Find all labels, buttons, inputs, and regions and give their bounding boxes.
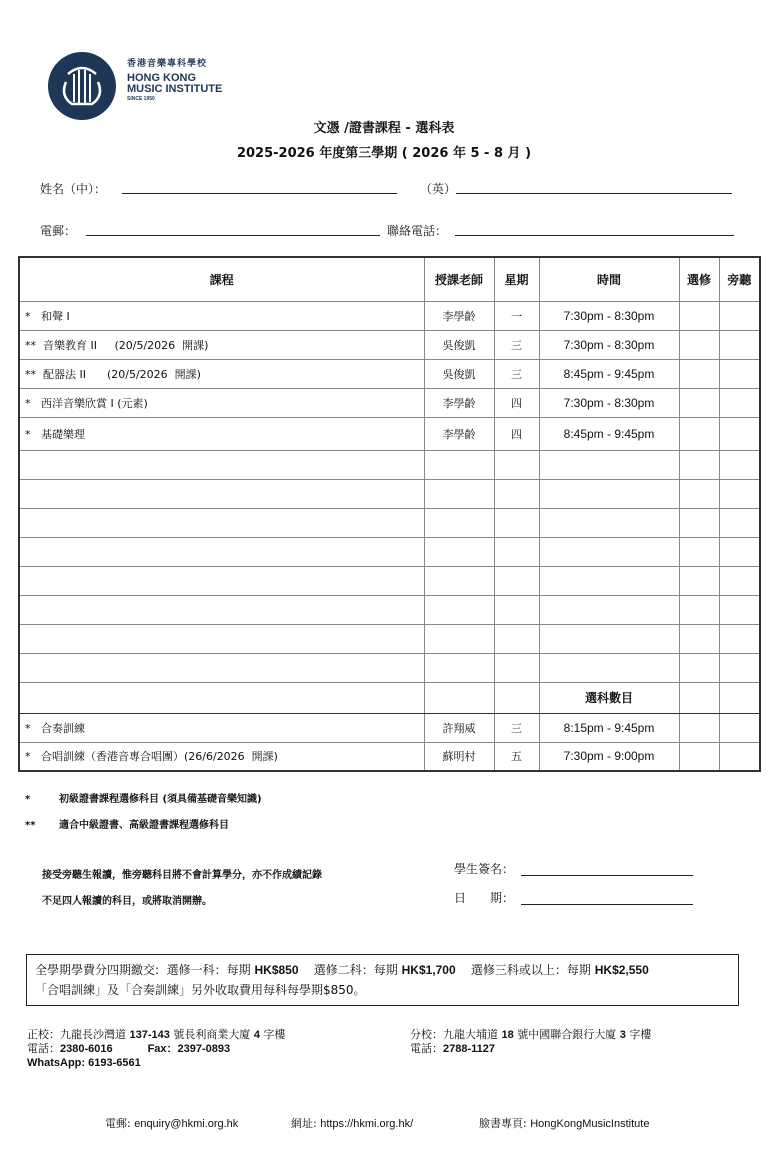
facebook-label: 臉書專頁: (479, 1117, 531, 1130)
audit-checkbox[interactable] (719, 713, 760, 742)
fee-line-2: 「合唱訓練」及「合奏訓練」另外收取費用每科每學期$850。 (35, 983, 366, 997)
elective-checkbox[interactable] (679, 417, 719, 450)
elective-checkbox[interactable] (679, 742, 719, 771)
empty-row (19, 595, 760, 624)
header-teacher: 授課老師 (424, 257, 494, 301)
audit-checkbox[interactable] (719, 450, 760, 479)
empty-row (19, 537, 760, 566)
header-elective: 選修 (679, 257, 719, 301)
address-floor: 3 (619, 1029, 626, 1041)
fax-label: Fax： (147, 1043, 178, 1055)
form-subtitle: 2025-2026 年度第三學期 ( 2026 年 5 - 8 月 ) (236, 146, 532, 161)
logo-text (127, 60, 222, 102)
elective-checkbox[interactable] (679, 624, 719, 653)
website-label: 網址: (291, 1117, 321, 1130)
time: 7:30pm - 8:30pm (539, 388, 679, 417)
header-course: 課程 (19, 257, 424, 301)
address-number: 137-143 (129, 1029, 170, 1041)
note-text: 適合中級證書、高級證書課程選修科目 (59, 820, 229, 831)
footer-website (291, 1115, 413, 1131)
audit-checkbox[interactable] (719, 301, 760, 330)
elective-checkbox[interactable] (679, 388, 719, 417)
elective-checkbox[interactable] (679, 595, 719, 624)
name-cn-field[interactable] (122, 193, 397, 194)
count-label: 選科數目 (539, 682, 679, 713)
facebook-link[interactable]: HongKongMusicInstitute (530, 1118, 650, 1130)
audit-checkbox[interactable] (719, 330, 760, 359)
elective-checkbox[interactable] (679, 330, 719, 359)
fee-box (26, 954, 739, 1006)
course-name: * 和聲 I (19, 301, 424, 330)
elective-count-field[interactable] (679, 682, 719, 713)
course-name: * 合唱訓練（香港音專合唱團）(26/6/2026 開課) (19, 742, 424, 771)
remark-audit: 接受旁聽生報讀，惟旁聽科目將不會計算學分，亦不作成績記錄 (42, 870, 322, 881)
empty-row (19, 653, 760, 682)
email-label: 電郵: (105, 1117, 135, 1130)
website-link[interactable]: https://hkmi.org.hk/ (320, 1118, 414, 1130)
empty-row (19, 624, 760, 653)
empty-row (19, 508, 760, 537)
day: 三 (494, 330, 539, 359)
course-name: * 基礎樂理 (19, 417, 424, 450)
remark-cancel: 不足四人報讀的科目，或將取消開辦。 (42, 896, 212, 907)
name-en-field[interactable] (456, 193, 732, 194)
audit-checkbox[interactable] (719, 508, 760, 537)
form-title: 文憑 /證書課程 - 選科表 (313, 121, 455, 136)
address-text: 字樓 (260, 1028, 286, 1041)
address-text: 字樓 (625, 1028, 652, 1041)
address-text: 號中國聯合銀行大廈 (513, 1028, 620, 1041)
table-row (19, 301, 760, 330)
fax-number: 2397-0893 (177, 1043, 231, 1055)
table-row (19, 713, 760, 742)
email-field[interactable] (86, 235, 380, 236)
note-intermediate (25, 816, 229, 831)
address-number: 18 (501, 1029, 514, 1041)
logo-name-en-1: HONG KONG (127, 72, 197, 84)
fee-text: 選修三科或以上：每期 (455, 963, 595, 977)
name-cn-label: 姓名（中）： (40, 182, 107, 196)
teacher: 吳俊凱 (424, 359, 494, 388)
address-text: 號長利商業大廈 (169, 1028, 254, 1041)
table-header-row (19, 257, 760, 301)
time: 8:15pm - 9:45pm (539, 713, 679, 742)
date-field[interactable] (521, 904, 693, 905)
teacher: 李學齡 (424, 301, 494, 330)
table-row (19, 742, 760, 771)
address-text: 正校：九龍長沙灣道 (27, 1028, 130, 1041)
footer-facebook (479, 1115, 649, 1131)
empty-row (19, 479, 760, 508)
fee-one-subject: HK$850 (254, 963, 299, 977)
table-row (19, 417, 760, 450)
note-mark: ** (25, 820, 36, 831)
audit-checkbox[interactable] (719, 653, 760, 682)
main-phone: 2380-6016 (60, 1043, 113, 1055)
teacher: 李學齡 (424, 388, 494, 417)
phone-label: 電話： (410, 1042, 443, 1055)
time: 7:30pm - 8:30pm (539, 330, 679, 359)
note-beginner (25, 790, 262, 805)
elective-checkbox[interactable] (679, 508, 719, 537)
audit-checkbox[interactable] (719, 359, 760, 388)
logo-since: SINCE 1950 (127, 96, 155, 102)
elective-checkbox[interactable] (679, 450, 719, 479)
table-row (19, 359, 760, 388)
header-day: 星期 (494, 257, 539, 301)
footer-email (105, 1115, 238, 1131)
elective-checkbox[interactable] (679, 537, 719, 566)
elective-checkbox[interactable] (679, 359, 719, 388)
phone-field[interactable] (455, 235, 734, 236)
teacher: 李學齡 (424, 417, 494, 450)
empty-row (19, 450, 760, 479)
school-logo (48, 52, 116, 120)
phone-label: 電話： (27, 1042, 60, 1055)
day: 四 (494, 417, 539, 450)
note-text: 初級證書課程選修科目 (須具備基礎音樂知識) (59, 794, 262, 805)
audit-checkbox[interactable] (719, 742, 760, 771)
whatsapp: WhatsApp: 6193-6561 (27, 1057, 141, 1069)
course-name: ** 配器法 II (20/5/2026 開課) (19, 359, 424, 388)
student-signature-label: 學生簽名： (454, 862, 515, 876)
address-floor: 4 (253, 1029, 260, 1041)
teacher: 許翔威 (424, 713, 494, 742)
audit-checkbox[interactable] (719, 624, 760, 653)
audit-checkbox[interactable] (719, 595, 760, 624)
address-text: 分校：九龍大埔道 (410, 1028, 502, 1041)
email-link[interactable]: enquiry@hkmi.org.hk (134, 1118, 239, 1130)
elective-checkbox[interactable] (679, 479, 719, 508)
phone-label: 聯絡電話： (387, 224, 448, 238)
audit-checkbox[interactable] (719, 479, 760, 508)
course-name: ** 音樂教育 II (20/5/2026 開課) (19, 330, 424, 359)
time: 8:45pm - 9:45pm (539, 417, 679, 450)
branch-phone: 2788-1127 (443, 1043, 495, 1055)
elective-checkbox[interactable] (679, 301, 719, 330)
day: 五 (494, 742, 539, 771)
fee-line-1 (35, 960, 730, 980)
course-name: * 西洋音樂欣賞 I (元素) (19, 388, 424, 417)
time: 7:30pm - 9:00pm (539, 742, 679, 771)
course-table (18, 256, 761, 772)
logo-name-en-2: MUSIC INSTITUTE (127, 83, 223, 95)
elective-checkbox[interactable] (679, 713, 719, 742)
day: 三 (494, 359, 539, 388)
header-audit: 旁聽 (719, 257, 760, 301)
audit-checkbox[interactable] (719, 566, 760, 595)
audit-checkbox[interactable] (719, 537, 760, 566)
table-row (19, 330, 760, 359)
teacher: 蘇明村 (424, 742, 494, 771)
count-row (19, 682, 760, 713)
student-signature-field[interactable] (521, 875, 693, 876)
name-en-label: （英） (420, 182, 457, 196)
audit-checkbox[interactable] (719, 388, 760, 417)
audit-checkbox[interactable] (719, 417, 760, 450)
table-row (19, 388, 760, 417)
fee-three-subjects: HK$2,550 (594, 963, 649, 977)
logo-name-cn: 香港音樂專科學校 (127, 59, 208, 69)
teacher: 吳俊凱 (424, 330, 494, 359)
branch-campus-address (410, 1028, 651, 1056)
fee-text: 選修二科：每期 (298, 963, 402, 977)
course-name: * 合奏訓練 (19, 713, 424, 742)
time: 8:45pm - 9:45pm (539, 359, 679, 388)
elective-checkbox[interactable] (679, 566, 719, 595)
elective-checkbox[interactable] (679, 653, 719, 682)
note-mark: * (25, 794, 31, 805)
day: 一 (494, 301, 539, 330)
time: 7:30pm - 8:30pm (539, 301, 679, 330)
header-time: 時間 (539, 257, 679, 301)
email-label: 電郵： (40, 224, 77, 238)
empty-row (19, 566, 760, 595)
fee-text: 全學期學費分四期繳交: 選修一科：每期 (35, 963, 255, 977)
audit-count-field[interactable] (719, 682, 760, 713)
fee-two-subjects: HK$1,700 (401, 963, 456, 977)
day: 三 (494, 713, 539, 742)
day: 四 (494, 388, 539, 417)
date-label: 日 期： (454, 891, 515, 905)
main-campus-address (27, 1028, 286, 1070)
